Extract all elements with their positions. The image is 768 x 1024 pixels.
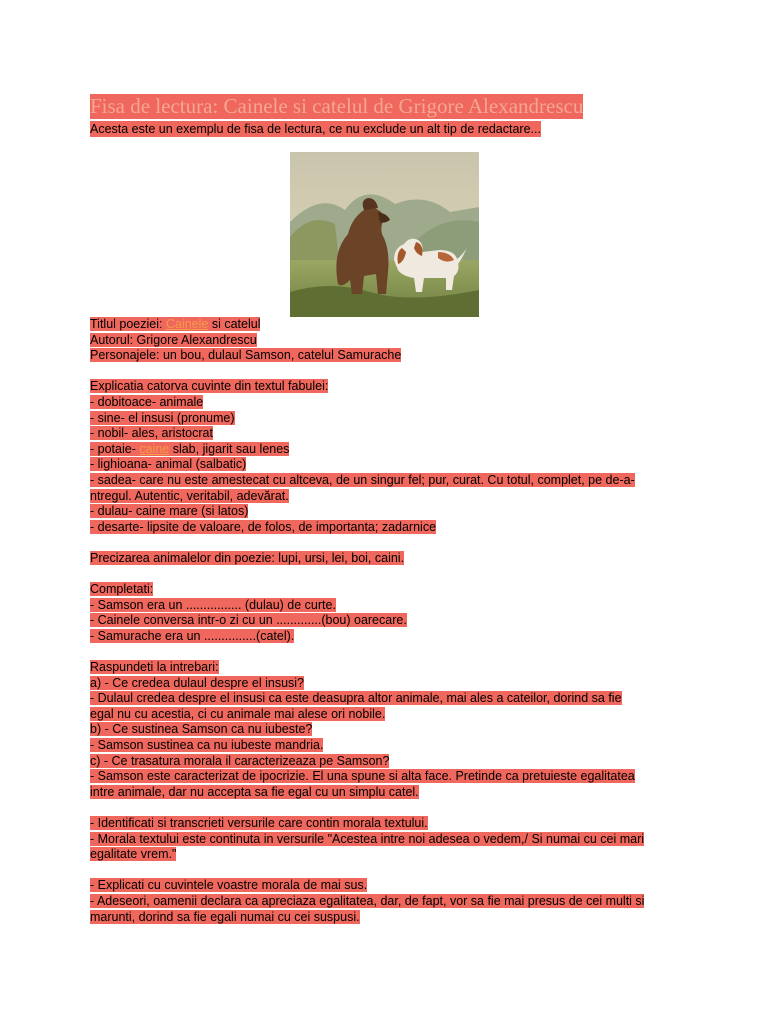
- question-line: c) - Ce trasatura morala il caracterizeaza pe Samson?: [90, 753, 390, 768]
- question-line: - Samson este caracterizat de ipocrizie. El una spune si alta face. Pretinde ca pretuieste egalitatea: [90, 769, 635, 784]
- moral-line: - Morala textului este continuta in versurile "Acestea intre noi adesea o vedem,/ Si numai cu cei mari: [90, 831, 645, 846]
- explain-line: - Adeseori, oamenii declara ca apreciaza egalitatea, dar, de fapt, vor sa fie mai presus de cei multi si: [90, 893, 645, 908]
- info-title-prefix: Titlul poeziei:: [90, 317, 166, 331]
- caine-link[interactable]: caine: [139, 441, 170, 456]
- potaie-prefix: - potaie-: [90, 441, 140, 456]
- info-title-suffix: si catelul: [208, 317, 261, 331]
- glossary-item: - lighioana- animal (salbatic): [90, 457, 247, 472]
- moral-line: egalitate vrem.": [90, 847, 177, 862]
- glossary-heading: Explicatia catorva cuvinte din textul fabulei:: [90, 379, 329, 394]
- glossary-item: - desarte- lipsite de valoare, de folos, de importanta; zadarnice: [90, 519, 437, 534]
- explain-line: marunti, dorind sa fie egali numai cu cei suspusi.: [90, 909, 360, 924]
- dogs-painting-image: [290, 152, 479, 317]
- glossary-item: - dobitoace- animale: [90, 394, 204, 409]
- complete-item: - Samurache era un ...............(catel).: [90, 628, 295, 643]
- question-line: - Samson sustinea ca nu iubeste mandria.: [90, 738, 324, 753]
- question-line: egal nu cu acestia, ci cu animale mai alese ori nobile.: [90, 706, 386, 721]
- page-title: Fisa de lectura: Cainele si catelul de Grigore Alexandrescu: [90, 94, 584, 118]
- question-line: a) - Ce credea dulaul despre el insusi?: [90, 675, 305, 690]
- glossary-item: - dulau- caine mare (si latos): [90, 504, 249, 519]
- explain-line: - Explicati cu cuvintele voastre morala de mai sus.: [90, 878, 368, 893]
- info-author: Autorul: Grigore Alexandrescu: [90, 332, 257, 347]
- complete-item: - Cainele conversa intr-o zi cu un .............(bou) oarecare.: [90, 613, 407, 628]
- complete-heading: Completati:: [90, 582, 154, 597]
- intro-text: Acesta este un exemplu de fisa de lectura, ce nu exclude un alt tip de redactare...: [90, 122, 541, 136]
- glossary-item: ntregul. Autentic, veritabil, adevărat.: [90, 488, 289, 503]
- moral-line: - Identificati si transcrieti versurile care contin morala textului.: [90, 816, 428, 830]
- potaie-suffix: slab, jigarit sau lenes: [169, 441, 290, 456]
- cainele-link[interactable]: Cainele: [165, 317, 209, 331]
- complete-item: - Samson era un ................ (dulau) de curte.: [90, 597, 336, 612]
- questions-heading: Raspundeti la intrebari:: [90, 660, 219, 675]
- document-body: [90, 317, 682, 925]
- question-line: intre animale, dar nu accepta sa fie egal cu un simplu catel.: [90, 784, 419, 799]
- animals-line: Precizarea animalelor din poezie: lupi, ursi, lei, boi, caini.: [90, 550, 405, 565]
- glossary-item: - sadea- care nu este amestecat cu altceva, de un singur fel; pur, curat. Cu totul, complet, pe de-a-: [90, 472, 635, 487]
- glossary-item-potaie: [90, 442, 682, 458]
- info-characters: Personajele: un bou, dulaul Samson, catelul Samurache: [90, 348, 402, 363]
- question-line: b) - Ce sustinea Samson ca nu iubeste?: [90, 722, 313, 737]
- glossary-item: - nobil- ales, aristocrat: [90, 426, 213, 441]
- glossary-item: - sine- el insusi (pronume): [90, 410, 235, 425]
- question-line: - Dulaul credea despre el insusi ca este deasupra altor animale, mai ales a cateilor, dorind sa fie: [90, 691, 622, 706]
- info-title-line: [90, 317, 682, 333]
